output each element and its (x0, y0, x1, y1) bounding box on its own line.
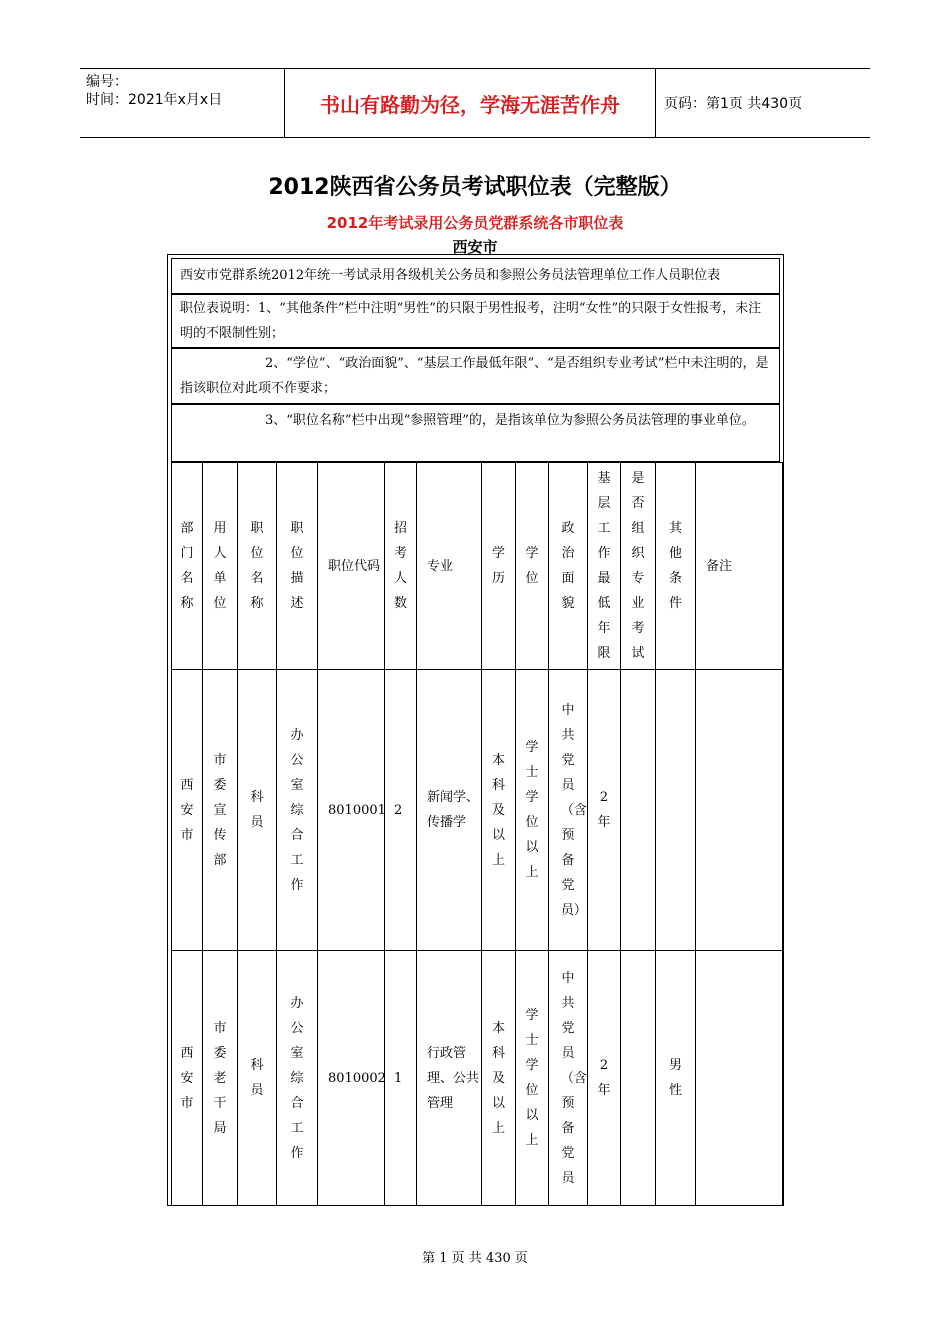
table-note-3-text: 3、“职位名称”栏中出现“参照管理”的，是指该单位为参照公务员法管理的事业单位。 (265, 413, 755, 428)
header-motto: 书山有路勤为径，学海无涯苦作舟 (284, 69, 656, 137)
positions-grid (171, 462, 783, 1206)
cell-desc: 办公室综合工作 (277, 670, 318, 951)
header-page-info: 页码：第1页 共430页 (664, 96, 803, 112)
document-title: 2012陕西省公务员考试职位表（完整版） (268, 175, 682, 200)
header-cell: 基层工作最低年限 (588, 463, 621, 670)
table-note-2-text: 2、“学位”、“政治面貌”、“基层工作最低年限”、“是否组织专业考试”栏中未注明的，是指该职位对此项不作要求； (180, 356, 769, 396)
cell-count: 1 (385, 951, 417, 1206)
table-note-3 (171, 404, 780, 462)
cell-edu: 本科及以上 (482, 951, 516, 1206)
header-cell: 其他条件 (656, 463, 696, 670)
cell-degree: 学士学位以上 (516, 670, 549, 951)
cell-major: 新闻学、传播学 (417, 670, 482, 951)
header-cell: 职位描述 (277, 463, 318, 670)
table-note-2 (171, 348, 780, 404)
cell-exam (621, 951, 656, 1206)
cell-unit: 市委宣传部 (203, 670, 238, 951)
cell-years: 2年 (588, 951, 621, 1206)
table-caption: 西安市党群系统2012年统一考试录用各级机关公务员和参照公务员法管理单位工作人员职位表 (171, 258, 780, 294)
cell-other: 男性 (656, 951, 696, 1206)
header-cell: 专业 (417, 463, 482, 670)
table-note-1: 职位表说明：1、“其他条件”栏中注明“男性”的只限于男性报考，注明“女性”的只限于女性报考，未注明的不限制性别； (171, 294, 780, 348)
cell-major: 行政管理、公共管理 (417, 951, 482, 1206)
cell-code: 8010001 (318, 670, 385, 951)
header-number: 编号： (86, 74, 128, 90)
cell-other (656, 670, 696, 951)
city-heading: 西安市 (452, 238, 498, 256)
header-cell: 职位名称 (238, 463, 277, 670)
cell-years: 2年 (588, 670, 621, 951)
header-cell: 职位代码 (318, 463, 385, 670)
table-row (172, 670, 783, 951)
cell-position: 科员 (238, 951, 277, 1206)
header-time: 时间：2021年x月x日 (86, 92, 223, 108)
cell-dept: 西安市 (172, 951, 203, 1206)
cell-count: 2 (385, 670, 417, 951)
positions-table (167, 254, 784, 1206)
header-cell: 学历 (482, 463, 516, 670)
page-header (80, 68, 870, 138)
cell-position: 科员 (238, 670, 277, 951)
cell-code: 8010002 (318, 951, 385, 1206)
page-footer: 第 1 页 共 430 页 (422, 1251, 528, 1266)
cell-desc: 办公室综合工作 (277, 951, 318, 1206)
header-cell: 是否组织专业考试 (621, 463, 656, 670)
header-cell: 招考人数 (385, 463, 417, 670)
cell-dept: 西安市 (172, 670, 203, 951)
table-row (172, 951, 783, 1206)
header-cell: 备注 (696, 463, 783, 670)
cell-political: 中共党员（含预备党员 (549, 951, 588, 1206)
document-subtitle: 2012年考试录用公务员党群系统各市职位表 (326, 214, 624, 232)
cell-unit: 市委老干局 (203, 951, 238, 1206)
cell-remark (696, 670, 783, 951)
header-cell: 部门名称 (172, 463, 203, 670)
header-row (172, 463, 783, 670)
cell-remark (696, 951, 783, 1206)
cell-exam (621, 670, 656, 951)
cell-political: 中共党员（含预备党员） (549, 670, 588, 951)
cell-degree: 学士学位以上 (516, 951, 549, 1206)
cell-edu: 本科及以上 (482, 670, 516, 951)
header-cell: 学位 (516, 463, 549, 670)
header-cell: 用人单位 (203, 463, 238, 670)
header-meta (86, 73, 282, 109)
header-cell: 政治面貌 (549, 463, 588, 670)
